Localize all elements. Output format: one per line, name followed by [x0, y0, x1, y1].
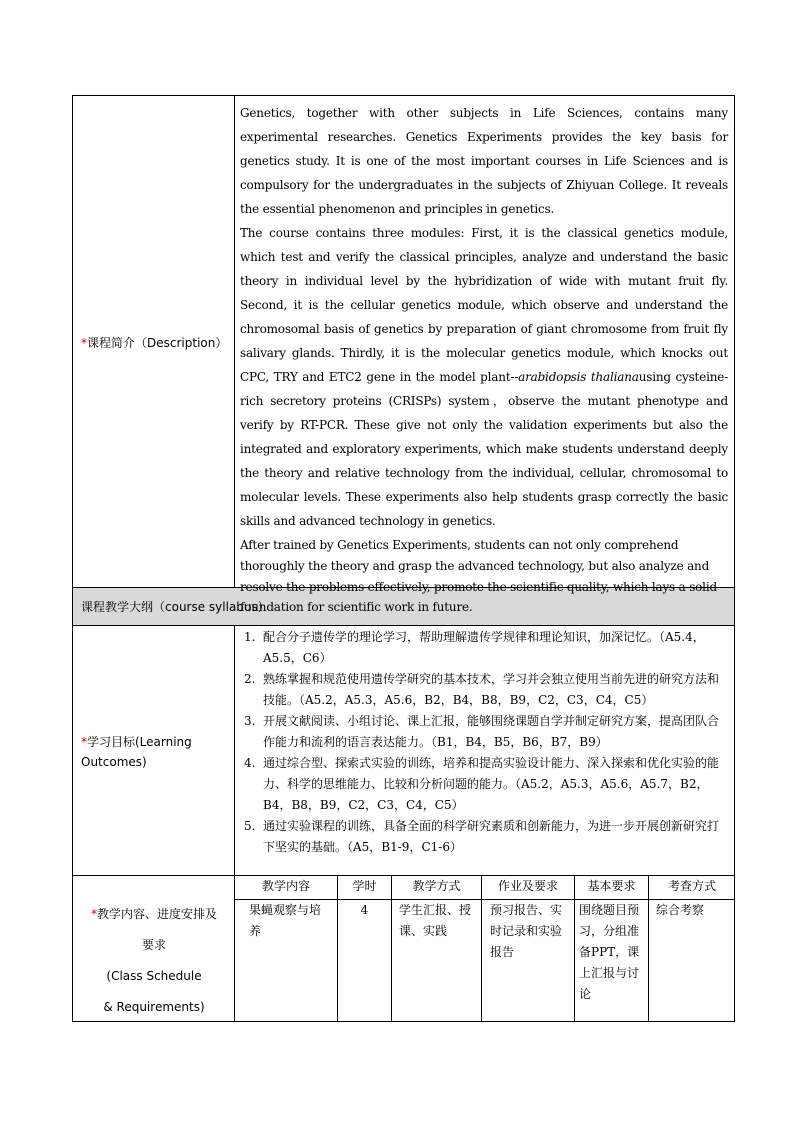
schedule-column-divider: [481, 875, 482, 1022]
description-paragraph: After trained by Genetics Experiments, students can not only comprehend thoroughly the theory and grasp the advanced technology, but also analyze and resolve the problems effectively, promote the scientific quality, which lays a solid foundation for scientific work in future.: [240, 538, 717, 615]
schedule-label-line: [79, 899, 229, 930]
outcome-item: [244, 816, 722, 858]
outcome-text: 熟练掌握和规范使用遗传学研究的基本技术，学习并会独立使用当前先进的研究方法和技能。（A5.2，A5.3，A5.6，B2，B4，B8，B9，C2，C3，C4，C5）: [263, 672, 720, 707]
outcome-number: 2.: [244, 672, 256, 686]
column-divider: [234, 625, 235, 1022]
schedule-header: 学时: [352, 879, 377, 893]
description-text-run: using cysteine-rich secretory proteins (CRISPs) system，observe the mutant phenotype and verify by RT-PCR. These give not only the validation experiments but also the integrated and exploratory experiments, which make students understand deeply the theory and relative technology from the individual, cellular, chromosomal to molecular levels. These experiments also help students grasp correctly the basic skills and advanced technology in genetics.: [240, 370, 728, 528]
species-name: arabidopsis thaliana: [518, 370, 639, 384]
outcome-number: 4.: [244, 756, 256, 770]
schedule-column-divider: [574, 875, 575, 1022]
schedule-header: 考查方式: [667, 879, 716, 893]
outcome-number: 5.: [244, 819, 256, 833]
outcomes-label: [81, 732, 192, 772]
column-divider: [234, 96, 235, 587]
schedule-column-divider: [648, 875, 649, 1022]
description-paragraph: [240, 221, 728, 533]
schedule-label-line: 要求: [141, 938, 166, 952]
schedule-label-line: (Class Schedule: [106, 969, 202, 983]
schedule-cell-hours: 4: [360, 903, 369, 917]
outcome-number: 1.: [244, 630, 256, 644]
description-text-run: The course contains three modules: First, it is the classical genetics module, which test and verify the classical principles, analyze and understand the basic theory in individual level by the hybridization of wide with mutant fruit fly. Second, it is the cellular genetics module, which observe and understand the chromosomal basis of genetics by preparation of giant chromosome from fruit fly salivary glands. Thirdly, it is the molecular genetics module, which knocks out CPC, TRY and ETC2 gene in the model plant--: [240, 226, 728, 384]
outcome-text: 通过实验课程的训练，具备全面的科学研究素质和创新能力，为进一步开展创新研究打下坚实的基础。（A5，B1-9，C1-6）: [263, 819, 720, 854]
description-label: [81, 334, 227, 351]
description-label-text: 课程简介（Description）: [87, 336, 228, 350]
outcome-item: [244, 627, 722, 669]
syllabus-title: 课程教学大纲（course syllabus）: [81, 600, 270, 614]
outcome-text: 开展文献阅读、小组讨论、课上汇报，能够围绕课题自学并制定研究方案，提高团队合作能力和流利的语言表达能力。（B1，B4，B5，B6，B7，B9）: [263, 714, 720, 749]
outcomes-list: [244, 627, 722, 858]
schedule-column-divider: [391, 875, 392, 1022]
schedule-cell-assessment: 综合考察: [656, 903, 705, 917]
outcomes-label-line: Outcomes): [81, 755, 147, 769]
required-mark: *: [90, 907, 97, 921]
outcomes-label-line: [81, 732, 192, 752]
schedule-header: 基本要求: [587, 879, 636, 893]
schedule-header: 作业及要求: [497, 879, 558, 893]
schedule-label-line: & Requirements): [103, 1000, 205, 1014]
schedule-header: 教学内容: [261, 879, 310, 893]
schedule-cell-homework: 预习报告、实时记录和实验报告: [490, 903, 563, 959]
schedule-cell-method: 学生汇报、授课、实践: [399, 903, 472, 938]
required-mark: *: [81, 336, 87, 350]
schedule-column-divider: [337, 875, 338, 1022]
outcome-item: [244, 711, 722, 753]
outcome-item: [244, 753, 722, 816]
schedule-label: [79, 899, 229, 1023]
schedule-cell-content: 果蝇观察与培养: [249, 903, 322, 938]
required-mark: *: [81, 735, 87, 749]
row-divider: [73, 625, 734, 626]
outcome-text: 配合分子遗传学的理论学习，帮助理解遗传学规律和理论知识，加深记忆。（A5.4，A5.5，C6）: [263, 630, 705, 665]
schedule-cell-basic-req: 围绕题目预习，分组准备PPT，课上汇报与讨论: [579, 903, 640, 1001]
schedule-label-text: 教学内容、进度安排及: [96, 907, 217, 921]
outcome-number: 3.: [244, 714, 256, 728]
outcomes-label-text: 学习目标(Learning: [87, 735, 192, 749]
course-info-table: [72, 95, 735, 1022]
description-paragraph: Genetics, together with other subjects in Life Sciences, contains many experimental researches. Genetics Experiments provides the key basis for genetics study. It is one of the most important courses in Life Sciences and is compulsory for the undergraduates in the subjects of Zhiyuan College. It reveals the essential phenomenon and principles in genetics.: [240, 106, 728, 216]
outcome-item: [244, 669, 722, 711]
schedule-header: 教学方式: [412, 879, 461, 893]
description-text: [240, 101, 728, 618]
outcome-text: 通过综合型、探索式实验的训练，培养和提高实验设计能力、深入探索和优化实验的能力、科学的思维能力、比较和分析问题的能力。（A5.2，A5.3，A5.6，A5.7，B2，B4，B8，B9，C2，C3，C4，C5）: [263, 756, 720, 812]
